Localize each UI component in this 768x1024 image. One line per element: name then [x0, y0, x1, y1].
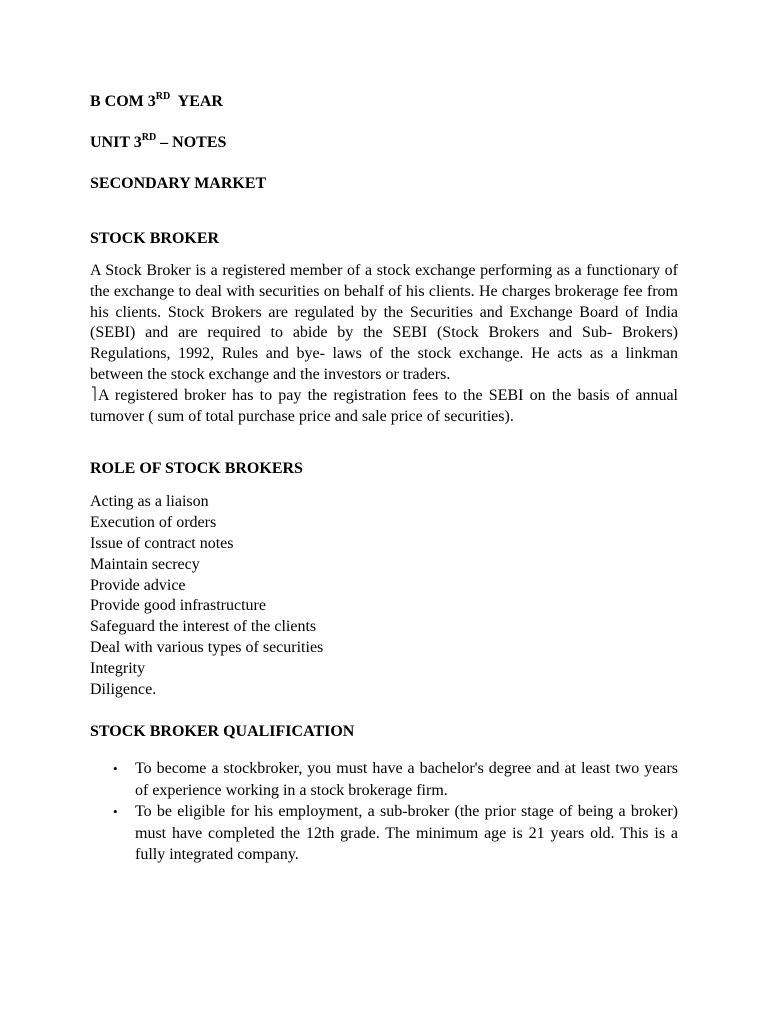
- margin-bracket-icon: [90, 386, 98, 402]
- unit-heading-superscript: RD: [141, 131, 157, 143]
- role-list: [90, 492, 678, 700]
- qualification-heading: STOCK BROKER QUALIFICATION: [90, 723, 355, 741]
- course-heading: [90, 92, 678, 112]
- role-list-item: Safeguard the interest of the clients: [90, 618, 317, 636]
- stock-broker-heading: STOCK BROKER: [90, 230, 220, 247]
- bullet-icon: •: [113, 761, 118, 777]
- role-list-item: Diligence.: [90, 680, 157, 698]
- qualification-item-text: To become a stockbroker, you must have a bachelor's degree and at least two years of experience working in a stock brokerage firm.: [135, 760, 678, 799]
- qualification-item-text: To be eligible for his employment, a sub-broker (the prior stage of being a broker) must have completed the 12th grade. The minimum age is 21 years old. This is a fully integrated company.: [135, 803, 678, 864]
- stock-broker-paragraph: A Stock Broker is a registered member of a stock exchange performing as a functionary of the exchange to deal with securities on behalf of his clients. He charges brokerage fee from his clients. Stock Brokers are regulated by the Securities and Exchange Board of India (SEBI) and are required to abide by the SEBI (Stock Brokers and Sub- Brokers) Regulations, 1992, Rules and bye- laws of the stock exchange. He acts as a linkman between the stock exchange and the investors or traders.: [90, 262, 678, 383]
- role-list-item: Provide good infrastructure: [90, 597, 266, 615]
- registration-paragraph-text: A registered broker has to pay the registration fees to the SEBI on the basis of annual turnover ( sum of total purchase price and sale price of securities).: [90, 386, 678, 425]
- role-list-item: Integrity: [90, 659, 146, 677]
- registration-paragraph: [90, 386, 678, 428]
- role-heading: ROLE OF STOCK BROKERS: [90, 460, 303, 478]
- unit-heading-text: UNIT 3: [90, 134, 142, 151]
- role-list-item: Deal with various types of securities: [90, 638, 324, 656]
- course-heading-suffix: YEAR: [170, 93, 223, 110]
- qualification-list-item: [90, 801, 678, 866]
- bullet-icon: •: [113, 804, 118, 820]
- role-list-item: Provide advice: [90, 576, 186, 594]
- course-heading-superscript: RD: [155, 90, 171, 102]
- role-list-item: Execution of orders: [90, 514, 217, 532]
- course-heading-text: B COM 3: [90, 93, 156, 110]
- role-list-item: Maintain secrecy: [90, 555, 200, 573]
- role-list-item: Acting as a liaison: [90, 493, 209, 511]
- document-page: [90, 92, 678, 866]
- topic-heading: SECONDARY MARKET: [90, 175, 267, 192]
- qualification-list-item: [90, 758, 678, 801]
- unit-heading-suffix: – NOTES: [156, 134, 227, 151]
- role-list-item: Issue of contract notes: [90, 534, 234, 552]
- qualification-list: [90, 758, 678, 866]
- unit-heading: [90, 133, 678, 153]
